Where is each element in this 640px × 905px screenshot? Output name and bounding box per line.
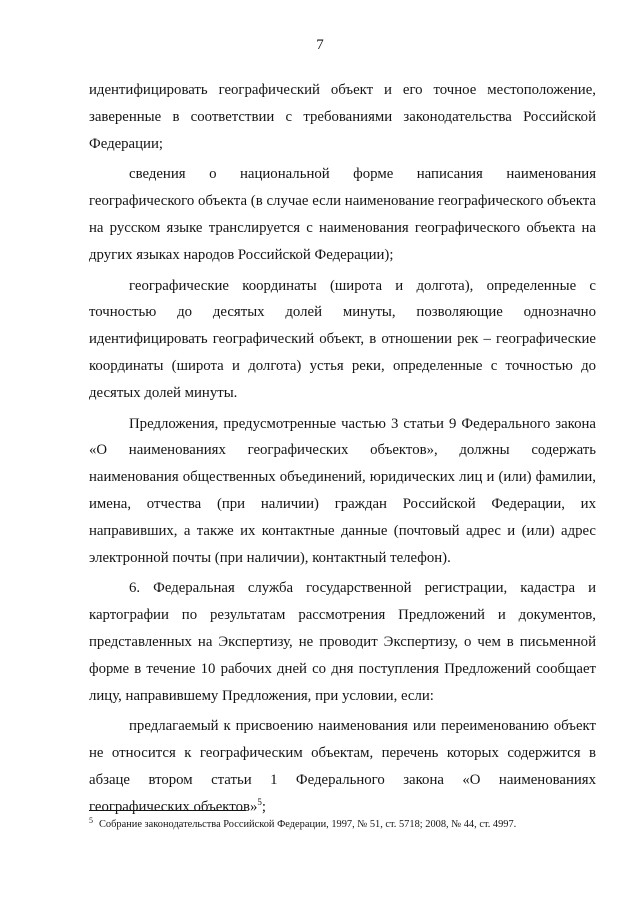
paragraph-6-text: предлагаемый к присвоению наименования или переименованию объект не относится к географическим объектам, перечень которых содержится в абзаце втором статьи 1 Федерального закона «О наименованиях географических объектов»: [89, 718, 596, 815]
paragraph-6: [89, 713, 596, 820]
paragraph-2: сведения о национальной форме написания наименования географического объекта (в случае если наименование географического объекта на русском языке транслируется с наименования географического объекта на других языках народов Российской Федерации);: [89, 166, 596, 263]
footnote-separator: [89, 810, 246, 811]
footnote-mark: 5: [89, 815, 93, 825]
footnote-reference: 5: [257, 796, 262, 807]
paragraph-4: Предложения, предусмотренные частью 3 статьи 9 Федерального закона «О наименованиях географических объектов», должны содержать наименования общественных объединений, юридических лиц и (или) фамилии, имена, отчества (при наличии) граждан Российской Федерации, их направивших, а также их контактные данные (почтовый адрес и (или) адрес электронной почты (при наличии), контактный телефон).: [89, 415, 596, 566]
paragraph-5: 6. Федеральная служба государственной регистрации, кадастра и картографии по результатам рассмотрения Предложений и документов, представленных на Экспертизу, не проводит Экспертизу, о чем в письменной форме в течение 10 рабочих дней со дня поступления Предложений сообщает лицу, направившему Предложения, при условии, если:: [89, 580, 596, 704]
footnote-text: Собрание законодательства Российской Федерации, 1997, № 51, ст. 5718; 2008, № 44, ст. 4997.: [99, 819, 517, 830]
paragraph-1: идентифицировать географический объект и его точное местоположение, заверенные в соответствии с требованиями законодательства Российской Федерации;: [89, 82, 596, 152]
footnote: [89, 817, 596, 832]
page-number: 7: [316, 37, 324, 53]
body-text: [89, 77, 596, 821]
paragraph-6-tail: ;: [261, 798, 266, 815]
paragraph-3: географические координаты (широта и долгота), определенные с точностью до десятых долей минуты, позволяющие однозначно идентифицировать географический объект, в отношении рек – географические координаты (широта и долгота) устья реки, определенные с точностью до десятых долей минуты.: [89, 277, 596, 401]
